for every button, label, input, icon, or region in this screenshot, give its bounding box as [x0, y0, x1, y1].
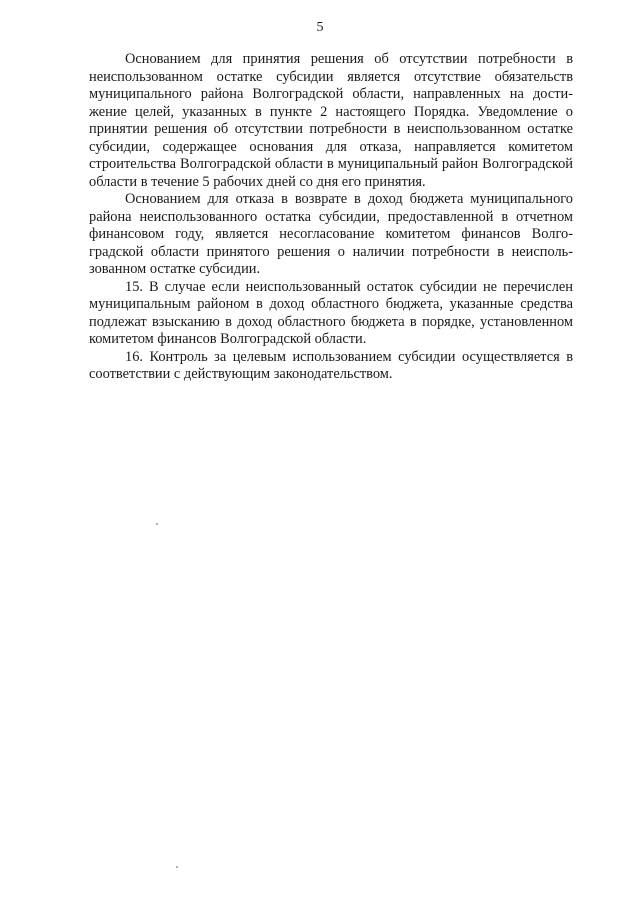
paragraph-item-15: 15. В случае если неиспользованный остаток субсидии не перечислен муниципальным районом в доход областного бюджета, указанные средства подлежат взысканию в доход областного бюджета в порядке, установленном комитетом финансов Волгоградской области.: [89, 278, 573, 347]
paragraph-item-16: 16. Контроль за целевым использованием субсидии осуществляется в соответствии с действующим законодательством.: [89, 348, 573, 382]
page-number: 5: [316, 20, 324, 35]
scan-speck: [176, 866, 178, 868]
paragraph-no-need-decision: Основанием для принятия решения об отсутствии потребности в неиспользованном остатке субсидии является отсутствие обязательств муниципального района Волгоградской области, направленных на достижение целей, указанных в пункте 2 настоящего Порядка. Уведомление о принятии решения об отсутствии потребности в неиспользованном остатке субсидии, содержащее основания для отказа, направляется комитетом строительства Волгоградской области в муниципальный район Волгоградской области в течение 5 рабочих дней со дня его принятия.: [89, 51, 573, 190]
document-body: [89, 51, 573, 384]
paragraph-refusal-grounds: Основанием для отказа в возврате в доход бюджета муниципального района неиспользованного остатка субсидии, предоставленной в отчетном финансовом году, является несогласование комитетом финансов Волгоградской области принятого решения о наличии потребности в неиспользованном остатке субсидии.: [89, 191, 573, 277]
scan-speck: [156, 523, 158, 525]
